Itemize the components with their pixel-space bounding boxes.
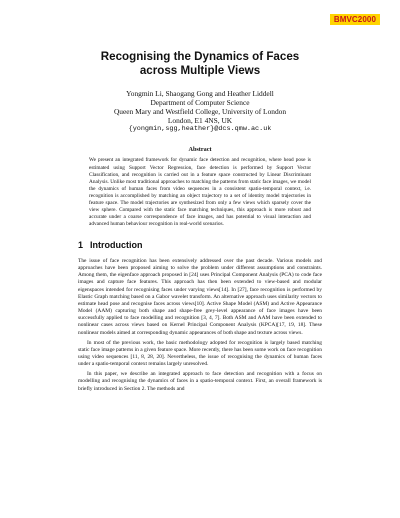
paper-title: Recognising the Dynamics of Faces across Multiple Views — [100, 50, 300, 77]
section-heading — [78, 240, 322, 251]
author-block — [78, 89, 322, 134]
paper-page — [78, 50, 322, 396]
abstract-text: We present an integrated framework for dynamic face detection and recognition, where head pose is estimated using Support Vector Regression, face detection is performed by Support Vector Classification, and recognition is carried out in a feature space constructed by Linear Discriminant Analysis. Unlike most traditional approaches to matching the patterns from static face images, we model the dynamics of human faces from video sequences in a consistent spatio-temporal context, i.e. recognition is accomplished by matching an object trajectory to a set of identity model trajectories in feature space. The model trajectories are synthesized from only a few views which sparsely cover the view sphere. Compared with the static face matching techniques, this approach is more robust and accurate under a coarse correspondence of face images, and has potential to visual interaction and advanced human behaviour recognition in real-world scenarios. — [89, 157, 311, 227]
abstract-heading: Abstract — [188, 146, 212, 154]
author-names: Yongmin Li, Shaogang Gong and Heather Liddell — [126, 89, 274, 98]
body-paragraph: In most of the previous work, the basic methodology adopted for recognition is largely based matching static face image patterns in a given feature space. More recently, there has been some work on face recognition using video sequences [11, 8, 28, 20]. Nevertheless, the issue of recognising the dynamics of human faces under a spatio-temporal context remains largely unresolved. — [78, 339, 322, 368]
author-institution: Queen Mary and Westfield College, University of London — [113, 107, 287, 117]
section-number: 1 — [78, 239, 84, 250]
venue-badge: BMVC2000 — [330, 14, 380, 25]
body-paragraph: The issue of face recognition has been extensively addressed over the past decade. Various models and approaches have been proposed aiming to solve the problem under different assumptions and constraints. Among them, the eigenface approach proposed in [24] uses Principal Component Analysis (PCA) to code face images and capture face features. This approach has then been extended to view-based and modular eigenspaces intended for recognising faces under varying views[14]. In [27], face recognition is performed by Elastic Graph matching based on a Gabor wavelet transform. An alternative approach uses similarity vectors to estimate head pose and recognise faces across views[10]. Active Shape Model (ASM) and Active Appearance Model (AAM) capturing both shape and shape-free grey-level appearance of face images have been successfully applied to face modelling and recognition [3, 4, 7]. Both ASM and AAM have been extended to nonlinear cases across views based on Kernel Principal Component Analysis (KPCA)[17, 19, 18]. These nonlinear models aimed at corresponding dynamic appearances of both shape and texture across views. — [78, 257, 322, 336]
section-title: Introduction — [90, 239, 143, 250]
body-paragraph: In this paper, we describe an integrated approach to face detection and recognition with a focus on modelling and recognising the dynamics of faces in a spatio-temporal context. First, an overall framework is briefly introduced in Section 2. The methods and — [78, 371, 322, 392]
author-department: Department of Computer Science — [150, 98, 250, 108]
author-address: London, E1 4NS, UK — [167, 116, 233, 126]
abstract-block — [89, 157, 311, 227]
author-email: {yongmin,sgg,heather}@dcs.qmw.ac.uk — [128, 125, 272, 134]
section-body — [78, 258, 322, 393]
